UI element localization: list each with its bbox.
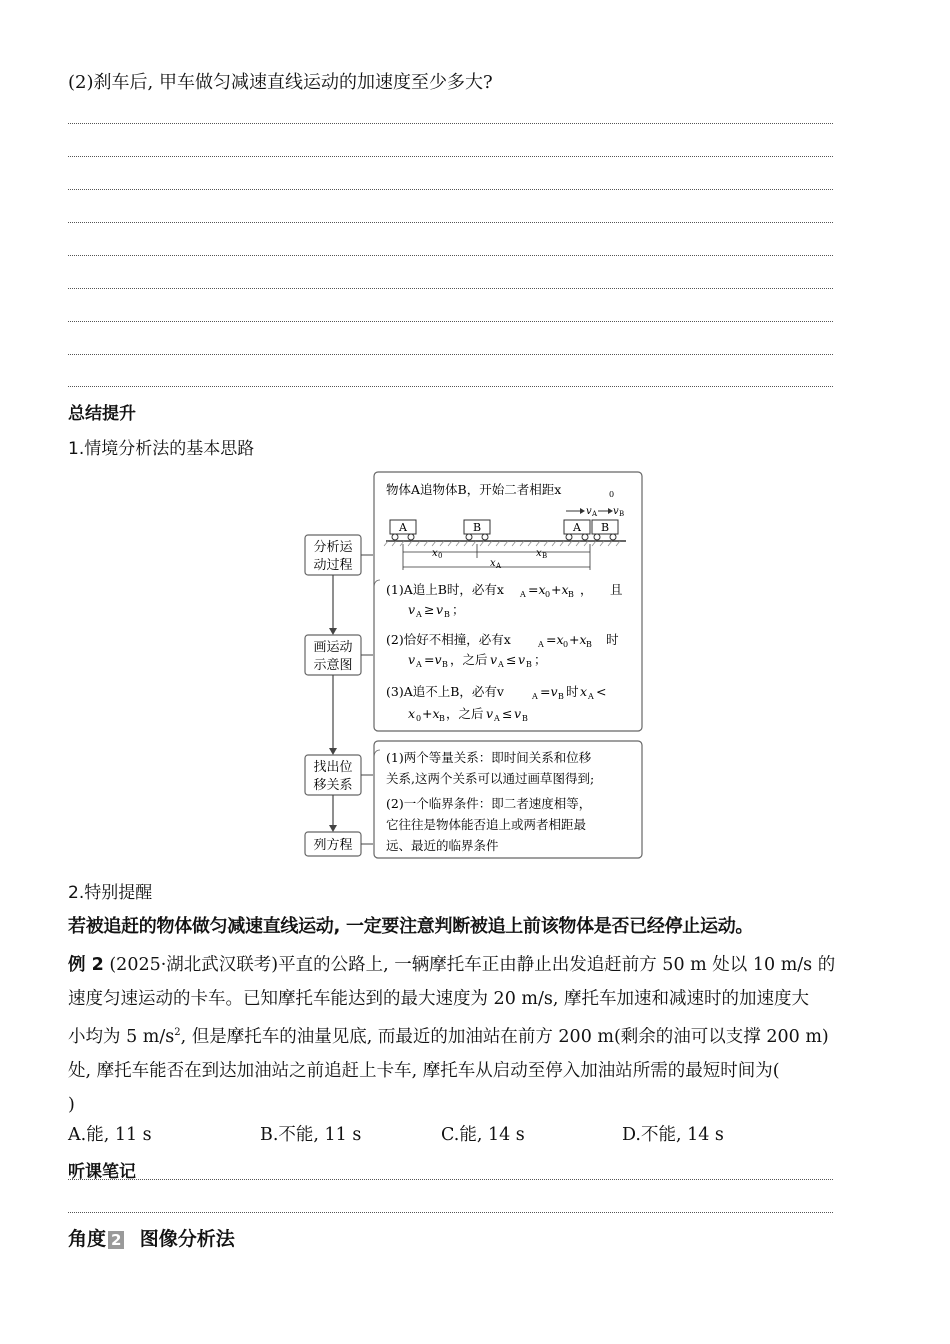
box2-line: (1)两个等量关系：即时间关系和位移 bbox=[386, 750, 592, 765]
box1-title-sub: 0 bbox=[609, 490, 615, 499]
svg-text:=x: =x bbox=[528, 582, 546, 597]
svg-text:v: v bbox=[613, 506, 619, 517]
svg-text:+x: +x bbox=[551, 582, 569, 597]
svg-text:x: x bbox=[490, 558, 496, 569]
svg-text:v: v bbox=[514, 706, 522, 721]
summary-item-1: 1.情境分析法的基本思路 bbox=[68, 439, 255, 459]
svg-text:A: A bbox=[416, 660, 422, 669]
step-label: 动过程 bbox=[313, 558, 353, 573]
notes-title: 听课笔记 bbox=[68, 1162, 136, 1182]
svg-text:+x: +x bbox=[569, 632, 587, 647]
svg-text:B: B bbox=[600, 521, 610, 534]
step-label: 移关系 bbox=[313, 778, 353, 793]
option-b[interactable]: B.不能, 11 s bbox=[260, 1125, 362, 1145]
svg-text:时: 时 bbox=[566, 684, 579, 699]
svg-text:x: x bbox=[580, 684, 588, 699]
svg-text:A: A bbox=[592, 510, 598, 518]
condition-1: (1)A追上B时，必有x bbox=[386, 582, 504, 597]
flowchart-diagram bbox=[300, 470, 650, 862]
svg-text:≤: ≤ bbox=[502, 706, 513, 721]
svg-text:B: B bbox=[568, 590, 574, 599]
notes-line[interactable] bbox=[68, 1212, 833, 1213]
condition-2-tail: 时 bbox=[606, 632, 619, 647]
svg-text:x: x bbox=[408, 706, 416, 721]
angle-heading: 角度 2 图像分析法 bbox=[68, 1228, 235, 1250]
svg-text:A: A bbox=[532, 692, 538, 701]
example-line-4: 处, 摩托车能否在到达加油站之前追赶上卡车, 摩托车从启动至停入加油站所需的最短时间为( bbox=[68, 1060, 780, 1081]
svg-text:v: v bbox=[436, 602, 444, 617]
svg-text:A: A bbox=[538, 640, 544, 649]
svg-text:B: B bbox=[442, 660, 448, 669]
step-label: 画运动 bbox=[313, 640, 353, 655]
box2-line: (2)一个临界条件：即二者速度相等， bbox=[386, 796, 592, 811]
svg-text:+x: +x bbox=[422, 706, 440, 721]
answer-line[interactable] bbox=[68, 189, 833, 190]
example-label: 例 2 bbox=[68, 955, 104, 975]
summary-title: 总结提升 bbox=[68, 404, 136, 424]
notes-line[interactable] bbox=[68, 1179, 833, 1180]
answer-line[interactable] bbox=[68, 255, 833, 256]
answer-line[interactable] bbox=[68, 321, 833, 322]
example-line-5: ) bbox=[68, 1094, 75, 1115]
svg-text:B: B bbox=[558, 692, 564, 701]
svg-text:=v: =v bbox=[424, 652, 442, 667]
svg-text:0: 0 bbox=[563, 640, 569, 649]
answer-line[interactable] bbox=[68, 156, 833, 157]
arrow-head bbox=[329, 825, 337, 832]
step-label: 找出位 bbox=[313, 760, 353, 775]
svg-text:=v: =v bbox=[540, 684, 558, 699]
box2-line: 关系,这两个关系可以通过画草图得到; bbox=[386, 771, 595, 786]
svg-text:B: B bbox=[439, 714, 445, 723]
condition-3: (3)A追不上B，必有v bbox=[386, 684, 504, 699]
svg-text:0: 0 bbox=[438, 552, 443, 560]
svg-text:B: B bbox=[472, 521, 482, 534]
svg-text:，之后: ，之后 bbox=[450, 652, 488, 667]
svg-text:0: 0 bbox=[416, 714, 422, 723]
example-block bbox=[68, 948, 868, 1122]
svg-text:B: B bbox=[586, 640, 592, 649]
answer-line[interactable] bbox=[68, 123, 833, 124]
step-label: 分析运 bbox=[313, 540, 353, 555]
option-d[interactable]: D.不能, 14 s bbox=[622, 1125, 724, 1145]
option-c[interactable]: C.能, 14 s bbox=[441, 1125, 525, 1145]
angle-number-badge: 2 bbox=[108, 1231, 124, 1249]
svg-text:B: B bbox=[522, 714, 528, 723]
option-a[interactable]: A.能, 11 s bbox=[68, 1125, 152, 1145]
answer-line[interactable] bbox=[68, 386, 833, 387]
answer-line[interactable] bbox=[68, 222, 833, 223]
svg-text:0: 0 bbox=[545, 590, 551, 599]
example-source: (2025·湖北武汉联考) bbox=[109, 955, 279, 975]
summary-item-2: 2.特别提醒 bbox=[68, 883, 153, 903]
svg-text:A: A bbox=[588, 692, 594, 701]
svg-text:B: B bbox=[444, 610, 450, 619]
svg-text:v: v bbox=[486, 706, 494, 721]
svg-text:B: B bbox=[542, 552, 548, 560]
svg-text:A: A bbox=[416, 610, 422, 619]
condition-2: (2)恰好不相撞，必有x bbox=[386, 632, 511, 647]
svg-text:；: ； bbox=[452, 602, 465, 617]
tip-text: 若被追赶的物体做匀减速直线运动, 一定要注意判断被追上前该物体是否已经停止运动。 bbox=[68, 916, 754, 937]
svg-text:x: x bbox=[432, 548, 438, 559]
svg-text:≥: ≥ bbox=[424, 602, 435, 617]
svg-text:<: < bbox=[596, 684, 607, 699]
example-line-1: 例 2 (2025·湖北武汉联考)平直的公路上, 一辆摩托车正由静止出发追赶前方 50 m 处以 10 m/s 的 bbox=[68, 955, 836, 975]
example-line-3: 小均为 5 $m/s^2$, 但是摩托车的油量见底, 而最近的加油站在前方 200 m(剩余的油可以支撑 200 m) bbox=[68, 1026, 829, 1047]
svg-text:v: v bbox=[586, 506, 592, 517]
arrow-head bbox=[329, 628, 337, 635]
svg-text:A: A bbox=[498, 660, 504, 669]
question-text: (2)刹车后, 甲车做匀减速直线运动的加速度至少多大? bbox=[68, 72, 493, 93]
svg-text:A: A bbox=[496, 562, 502, 570]
svg-text:，: ， bbox=[580, 582, 593, 597]
svg-text:；: ； bbox=[534, 652, 547, 667]
svg-text:v: v bbox=[490, 652, 498, 667]
svg-text:v: v bbox=[408, 602, 416, 617]
svg-text:B: B bbox=[526, 660, 532, 669]
svg-text:A: A bbox=[573, 521, 581, 534]
svg-text:A: A bbox=[520, 590, 526, 599]
svg-text:=x: =x bbox=[546, 632, 564, 647]
box2-line: 它往往是物体能否追上或两者相距最 bbox=[386, 817, 587, 832]
svg-text:v: v bbox=[408, 652, 416, 667]
step-label: 示意图 bbox=[313, 658, 353, 673]
box2-line: 远、最近的临界条件 bbox=[386, 838, 499, 853]
svg-text:B: B bbox=[619, 510, 625, 518]
svg-text:v: v bbox=[518, 652, 526, 667]
svg-text:A: A bbox=[494, 714, 500, 723]
arrow-head bbox=[329, 748, 337, 755]
svg-text:≤: ≤ bbox=[506, 652, 517, 667]
svg-text:A: A bbox=[399, 521, 407, 534]
box1-title: 物体A追物体B，开始二者相距x bbox=[386, 482, 562, 497]
condition-1-tail: 且 bbox=[610, 582, 623, 597]
svg-text:，之后: ，之后 bbox=[446, 706, 484, 721]
step-label: 列方程 bbox=[313, 838, 353, 853]
svg-text:x: x bbox=[536, 548, 542, 559]
answer-line[interactable] bbox=[68, 354, 833, 355]
example-line-2: 速度匀速运动的卡车。已知摩托车能达到的最大速度为 20 m/s, 摩托车加速和减速时的加速度大 bbox=[68, 989, 809, 1009]
answer-line[interactable] bbox=[68, 288, 833, 289]
